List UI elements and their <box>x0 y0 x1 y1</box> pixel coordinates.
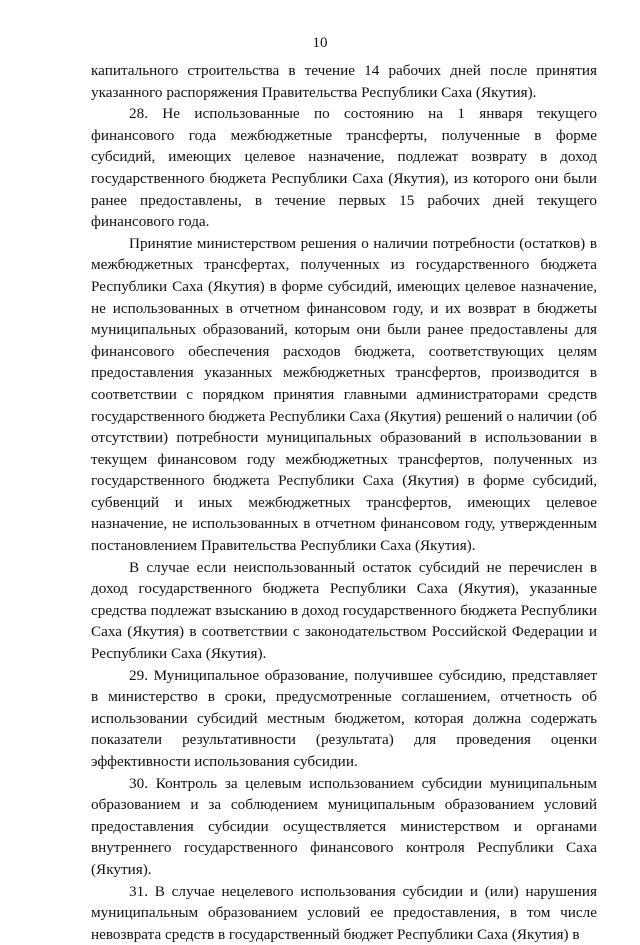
paragraph-item-30: 30. Контроль за целевым использованием субсидии муниципальным образованием и за соблюдением муниципальным образованием условий предоставления субсидии осуществляется министерством и органами внутреннего государственного финансового контроля Республики Саха (Якутия). <box>91 774 597 878</box>
paragraph-decision-on-remainders: Принятие министерством решения о наличии потребности (остатков) в межбюджетных трансфертах, полученных из государственного бюджета Республики Саха (Якутия) в форме субсидий, имеющих целевое назначение, не использованных в отчетном финансовом году, и их возврат в бюджеты муниципальных образований, которым они были ранее предоставлены для финансового обеспечения расходов бюджета, соответствующих целям предоставления указанных межбюджетных трансфертов, производится в соответствии с порядком принятия главными администраторами средств государственного бюджета Республики Саха (Якутия) решений о наличии (об отсутствии) потребности муниципальных образований в использовании в текущем финансовом году межбюджетных трансфертов, полученных из государственного бюджета Республики Саха (Якутия) в форме субсидий, субвенций и иных межбюджетных трансфертов, имеющих целевое назначение, не использованных в отчетном финансовом году, утвержденным постановлением Правительства Республики Саха (Якутия). <box>91 234 597 555</box>
paragraph-unreturned-remainder: В случае если неиспользованный остаток субсидий не перечислен в доход государственного бюджета Республики Саха (Якутия), указанные средства подлежат взысканию в доход государственного бюджета Республики Саха (Якутия) в соответствии с законодательством Российской Федерации и Республики Саха (Якутия). <box>91 558 597 663</box>
paragraph-item-29: 29. Муниципальное образование, получившее субсидию, представляет в министерство в сроки, предусмотренные соглашением, отчетность об использовании субсидий местным бюджетом, которая должна содержать показатели результативности (результата) для проведения оценки эффективности использования субсидии. <box>91 666 597 770</box>
paragraph-item-28: 28. Не использованные по состоянию на 1 января текущего финансового года межбюджетные трансферты, полученные в форме субсидий, имеющих целевое назначение, подлежат возврату в доход государственного бюджета Республики Саха (Якутия), из которого они были ранее предоставлены, в течение первых 15 рабочих дней текущего финансового года. <box>91 105 597 231</box>
paragraph-item-31: 31. В случае нецелевого использования субсидии и (или) нарушения муниципальным образованием условий ее предоставления, в том числе невозврата средств в государственный бюджет Республики Саха (Якутия) в <box>91 882 597 943</box>
document-body <box>91 60 597 945</box>
paragraph-continuation: капитального строительства в течение 14 рабочих дней после принятия указанного распоряжения Правительства Республики Саха (Якутия). <box>91 62 597 101</box>
page-number: 10 <box>312 35 328 51</box>
